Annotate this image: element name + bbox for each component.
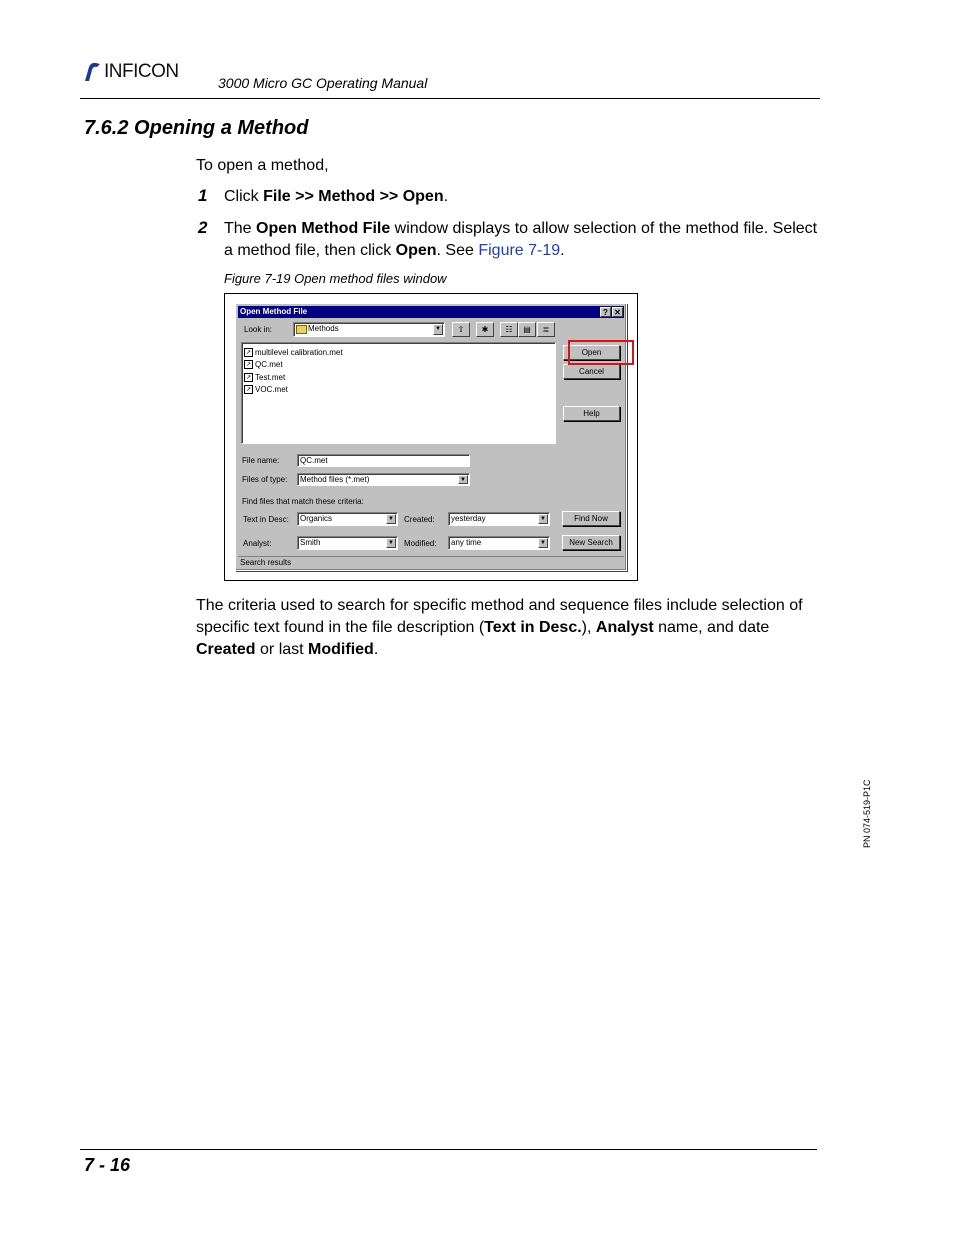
chevron-down-icon[interactable]: ▼ <box>386 538 396 548</box>
analyst-label: Analyst: <box>243 539 272 548</box>
help-button[interactable]: Help <box>563 406 620 421</box>
figure-frame <box>224 293 638 581</box>
details-view-icon[interactable]: ▤ <box>518 322 536 337</box>
folder-icon <box>296 325 307 334</box>
step-1-text: Click File >> Method >> Open. <box>224 188 449 205</box>
step-2-number: 2 <box>198 218 208 237</box>
part-number: PN 074-519-P1C <box>862 779 872 848</box>
file-name: VOC.met <box>255 385 288 395</box>
open-button-highlight <box>568 340 634 365</box>
created-dropdown[interactable] <box>448 512 550 526</box>
step-2-text: The Open Method File window displays to allow selection of the method file. Select a method file, then click Open. See Figure 7-19. <box>224 220 818 259</box>
file-name-label: File name: <box>242 456 280 465</box>
file-icon: ↗ <box>245 387 252 394</box>
file-name: QC.met <box>255 360 283 370</box>
section-title: 7.6.2 Opening a Method <box>84 117 309 139</box>
inficon-logo <box>82 60 179 84</box>
list-item[interactable] <box>244 384 553 397</box>
closing-paragraph: The criteria used to search for specific method and sequence files include selection of specific text found in the file description (Text in Desc.), Analyst name, and date Created or last Modified. <box>196 597 803 658</box>
list-item[interactable] <box>244 359 553 372</box>
files-of-type-value: Method files (*.met) <box>300 475 370 484</box>
created-label: Created: <box>404 515 435 524</box>
list-view-icon[interactable]: ☷ <box>500 322 518 337</box>
criteria-label: Find files that match these criteria: <box>242 497 364 506</box>
chevron-down-icon[interactable]: ▼ <box>538 538 548 548</box>
close-icon[interactable]: ✕ <box>612 307 623 317</box>
chevron-down-icon[interactable]: ▼ <box>433 324 443 335</box>
step-1-number: 1 <box>198 186 208 205</box>
page-number: 7 - 16 <box>84 1155 131 1175</box>
text-in-desc-label: Text in Desc: <box>243 515 289 524</box>
intro-text: To open a method, <box>196 157 329 174</box>
files-of-type-dropdown[interactable] <box>297 473 470 486</box>
open-button[interactable]: Open <box>563 345 620 360</box>
figure-caption: Figure 7-19 Open method files window <box>224 271 447 286</box>
list-item[interactable] <box>244 346 553 359</box>
modified-value: any time <box>451 538 482 547</box>
header-rule <box>80 98 820 99</box>
dialog-title: Open Method File <box>240 307 308 316</box>
look-in-label: Look in: <box>244 325 273 334</box>
created-value: yesterday <box>451 514 486 523</box>
status-bar: Search results <box>238 556 624 568</box>
files-of-type-label: Files of type: <box>242 475 288 484</box>
chevron-down-icon[interactable]: ▼ <box>386 514 396 524</box>
look-in-value: Methods <box>308 324 339 333</box>
footer-rule <box>80 1149 817 1150</box>
file-name: Test.met <box>255 372 286 382</box>
new-folder-icon[interactable]: ✱ <box>476 322 494 337</box>
file-list[interactable] <box>241 342 556 444</box>
help-question-icon[interactable]: ? <box>600 307 611 317</box>
inficon-logo-icon <box>82 61 102 83</box>
chevron-down-icon[interactable]: ▼ <box>458 475 468 484</box>
list-item[interactable] <box>244 371 553 384</box>
new-search-button[interactable]: New Search <box>562 535 620 550</box>
file-name-input[interactable]: QC.met <box>297 454 470 467</box>
file-name: multilevel calibration.met <box>255 347 343 357</box>
text-in-desc-dropdown[interactable] <box>297 512 398 526</box>
file-icon: ↗ <box>245 374 252 381</box>
find-now-button[interactable]: Find Now <box>562 511 620 526</box>
analyst-value: Smith <box>300 538 321 547</box>
dialog-titlebar <box>238 306 624 318</box>
modified-dropdown[interactable] <box>448 536 550 550</box>
open-method-file-dialog <box>235 303 627 571</box>
properties-icon[interactable]: ≣ <box>537 322 555 337</box>
manual-title: 3000 Micro GC Operating Manual <box>218 75 428 91</box>
logo-text: INFICON <box>104 61 179 82</box>
cancel-button[interactable]: Cancel <box>563 364 620 379</box>
chevron-down-icon[interactable]: ▼ <box>538 514 548 524</box>
file-icon: ↗ <box>245 362 252 369</box>
text-in-desc-value: Organics <box>300 514 333 523</box>
analyst-dropdown[interactable] <box>297 536 398 550</box>
modified-label: Modified: <box>404 539 437 548</box>
up-one-level-icon[interactable]: ⇧ <box>452 322 470 337</box>
file-icon: ↗ <box>245 349 252 356</box>
figure-link[interactable]: Figure 7-19 <box>478 242 561 259</box>
look-in-dropdown[interactable] <box>293 322 445 337</box>
